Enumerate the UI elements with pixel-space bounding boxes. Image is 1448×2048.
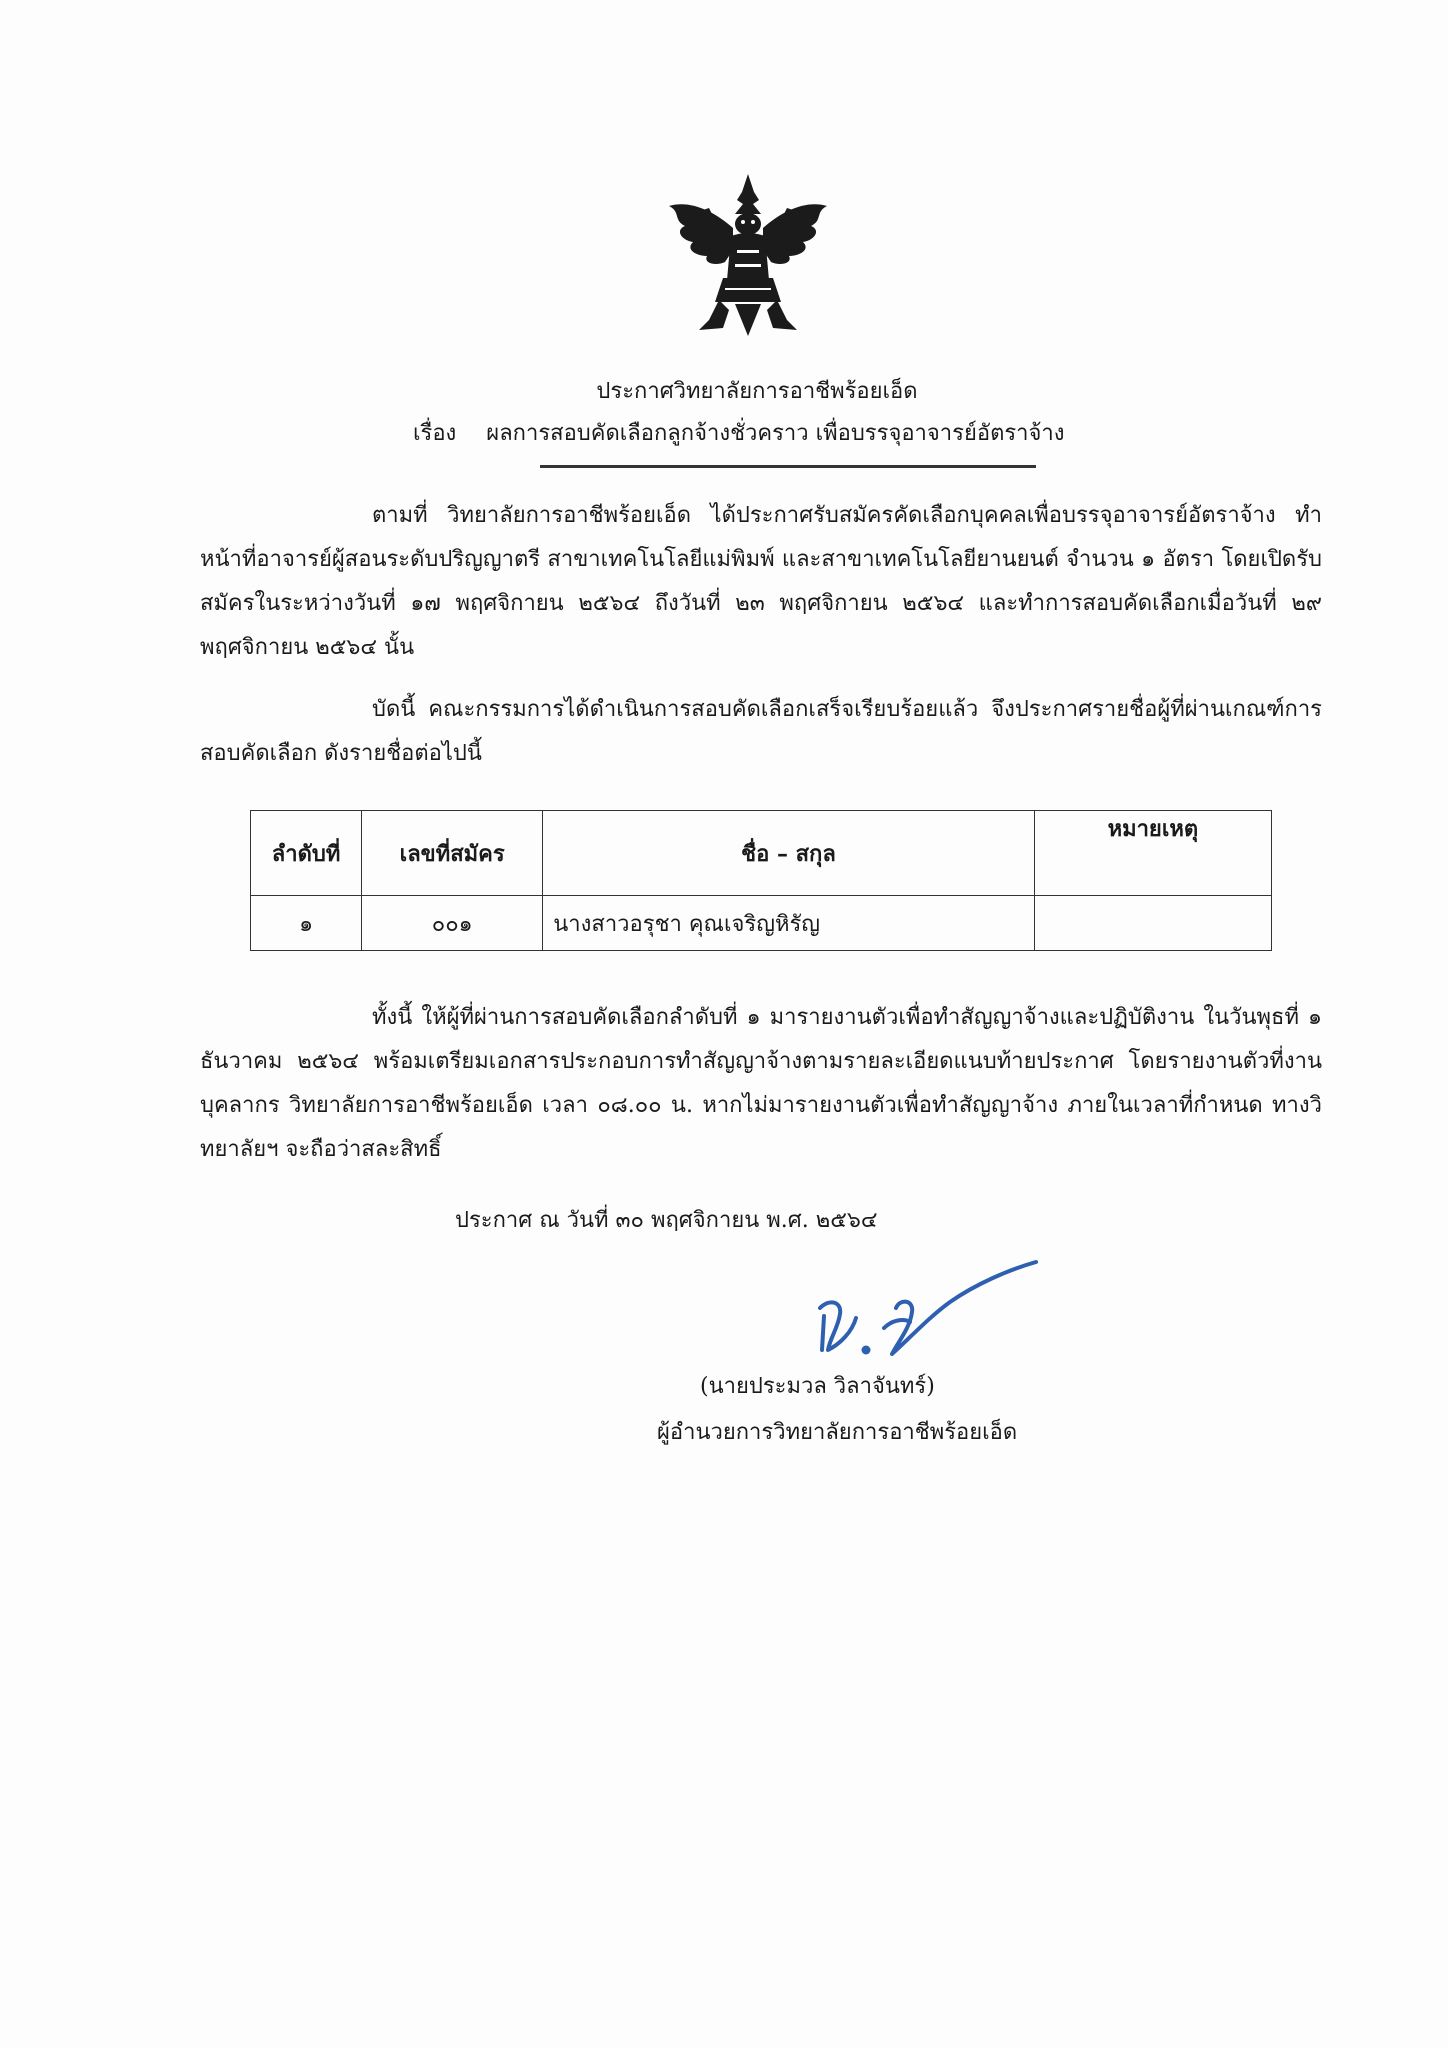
signer-name: (นายประมวล วิลาจันทร์) (700, 1374, 935, 1399)
subject-text: ผลการสอบคัดเลือกลูกจ้างชั่วคราว เพื่อบรรจุอาจารย์อัตราจ้าง (486, 421, 1065, 446)
results-table (250, 810, 1272, 951)
garuda-emblem (663, 170, 833, 340)
table-header-row (251, 811, 1272, 896)
cell-remarks (1034, 896, 1271, 951)
header-order: ลำดับที่ (251, 811, 362, 896)
paragraph-2-text: บัดนี้ คณะกรรมการได้ดำเนินการสอบคัดเลือกเสร็จเรียบร้อยแล้ว จึงประกาศรายชื่อผู้ที่ผ่านเกณฑ์การสอบคัดเลือก ดังรายชื่อต่อไปนี้ (200, 697, 1322, 766)
cell-full-name: นางสาวอรุชา คุณเจริญหิรัญ (543, 896, 1034, 951)
signature (800, 1258, 1040, 1368)
paragraph-3 (200, 996, 1322, 1172)
header-full-name: ชื่อ – สกุล (543, 811, 1034, 896)
paragraph-2 (200, 688, 1322, 776)
paragraph-1-text: ตามที่ วิทยาลัยการอาชีพร้อยเอ็ด ได้ประกาศรับสมัครคัดเลือกบุคคลเพื่อบรรจุอาจารย์อัตราจ้าง ทำหน้าที่อาจารย์ผู้สอนระดับปริญญาตรี สาขาเทคโนโลยีแม่พิมพ์ และสาขาเทคโนโลยียานยนต์ จำนวน ๑ อัตรา โดยเปิดรับสมัครในระหว่างวันที่ ๑๗ พฤศจิกายน ๒๕๖๔ ถึงวันที่ ๒๓ พฤศจิกายน ๒๕๖๔ และทำการสอบคัดเลือกเมื่อวันที่ ๒๙ พฤศจิกายน ๒๕๖๔ นั้น (200, 503, 1322, 660)
table-row (251, 896, 1272, 951)
header-application-no: เลขที่สมัคร (362, 811, 543, 896)
subject-label: เรื่อง (413, 421, 457, 446)
header-remarks: หมายเหตุ (1034, 811, 1271, 896)
title-divider (540, 465, 1036, 468)
paragraph-3-text: ทั้งนี้ ให้ผู้ที่ผ่านการสอบคัดเลือกลำดับที่ ๑ มารายงานตัวเพื่อทำสัญญาจ้างและปฏิบัติงาน ในวันพุธที่ ๑ ธันวาคม ๒๕๖๔ พร้อมเตรียมเอกสารประกอบการทำสัญญาจ้างตามรายละเอียดแนบท้ายประกาศ โดยรายงานตัวที่งานบุคลากร วิทยาลัยการอาชีพร้อยเอ็ด เวลา ๐๘.๐๐ น. หากไม่มารายงานตัวเพื่อทำสัญญาจ้าง ภายในเวลาที่กำหนด ทางวิทยาลัยฯ จะถือว่าสละสิทธิ์ (200, 1005, 1322, 1162)
subject-line (413, 415, 1065, 450)
cell-application-no: ๐๐๑ (362, 896, 543, 951)
announcement-date: ประกาศ ณ วันที่ ๓๐ พฤศจิกายน พ.ศ. ๒๕๖๔ (455, 1208, 878, 1233)
signer-position: ผู้อำนวยการวิทยาลัยการอาชีพร้อยเอ็ด (657, 1420, 1018, 1445)
announcement-title: ประกาศวิทยาลัยการอาชีพร้อยเอ็ด (596, 379, 918, 404)
cell-order: ๑ (251, 896, 362, 951)
paragraph-1 (200, 494, 1322, 670)
